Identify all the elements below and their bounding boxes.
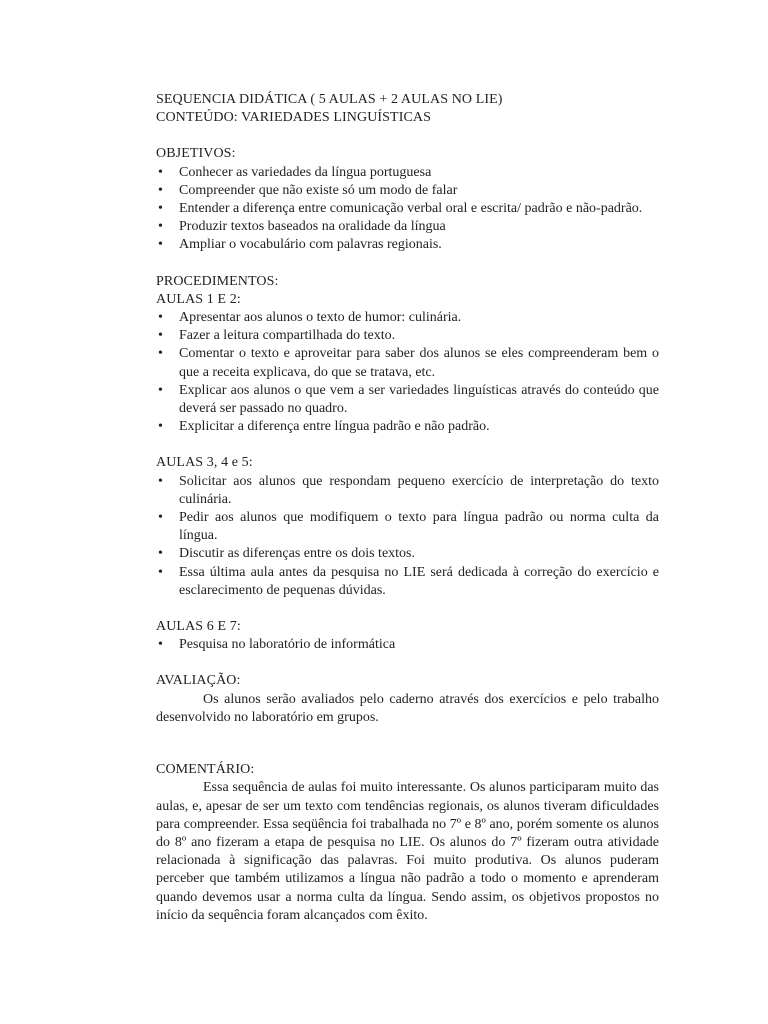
comentario-heading: COMENTÁRIO: xyxy=(156,762,255,778)
list-item xyxy=(156,236,659,254)
list-item xyxy=(156,509,659,545)
list-item-text: Ampliar o vocabulário com palavras regionais. xyxy=(179,237,442,253)
list-item-text: Comentar o texto e aproveitar para saber dos alunos se eles compreenderam bem o que a receita explicava, do que se tratava, etc. xyxy=(179,346,659,380)
bullet-icon: • xyxy=(158,546,163,562)
bullet-icon: • xyxy=(158,346,163,362)
aulas-3-4-5-list xyxy=(156,473,659,600)
list-item xyxy=(156,200,659,218)
objetivos-list xyxy=(156,164,659,255)
list-item xyxy=(156,418,659,436)
bullet-icon: • xyxy=(158,637,163,653)
list-item xyxy=(156,382,659,418)
aulas-1-2-list xyxy=(156,309,659,436)
bullet-icon: • xyxy=(158,419,163,435)
list-item xyxy=(156,564,659,600)
list-item-text: Explicitar a diferença entre língua padrão e não padrão. xyxy=(179,419,490,435)
aulas-6-7-list xyxy=(156,636,659,654)
list-item-text: Entender a diferença entre comunicação verbal oral e escrita/ padrão e não-padrão. xyxy=(179,201,643,217)
bullet-icon: • xyxy=(158,564,163,580)
list-item-text: Fazer a leitura compartilhada do texto. xyxy=(179,328,396,344)
list-item-text: Conhecer as variedades da língua portuguesa xyxy=(179,164,432,180)
list-item xyxy=(156,164,659,182)
bullet-icon: • xyxy=(158,328,163,344)
list-item xyxy=(156,636,659,654)
list-item xyxy=(156,182,659,200)
spacer xyxy=(156,600,659,618)
list-item-text: Compreender que não existe só um modo de falar xyxy=(179,182,458,198)
list-item xyxy=(156,473,659,509)
list-item xyxy=(156,327,659,345)
bullet-icon: • xyxy=(158,164,163,180)
spacer xyxy=(156,436,659,454)
procedimentos-heading: PROCEDIMENTOS: xyxy=(156,273,279,289)
document-body xyxy=(156,91,659,925)
bullet-icon: • xyxy=(158,473,163,489)
list-item-text: Essa última aula antes da pesquisa no LIE será dedicada à correção do exercício e esclarecimento de pequenas dúvidas. xyxy=(179,564,659,598)
spacer xyxy=(156,127,659,145)
aulas-6-7-heading: AULAS 6 E 7: xyxy=(156,619,241,635)
bullet-icon: • xyxy=(158,182,163,198)
content-line: CONTEÚDO: VARIEDADES LINGUÍSTICAS xyxy=(156,110,432,126)
list-item-text: Explicar aos alunos o que vem a ser variedades linguísticas através do conteúdo que deverá ser passado no quadro. xyxy=(179,382,659,417)
bullet-icon: • xyxy=(158,219,163,235)
bullet-icon: • xyxy=(158,201,163,217)
avaliacao-heading: AVALIAÇÃO: xyxy=(156,673,241,689)
list-item xyxy=(156,218,659,236)
bullet-icon: • xyxy=(158,510,163,526)
avaliacao-paragraph: Os alunos serão avaliados pelo caderno através dos exercícios e pelo trabalho desenvolvido no laboratório em grupos. xyxy=(156,691,659,725)
list-item xyxy=(156,345,659,381)
spacer xyxy=(156,727,659,761)
list-item-text: Pedir aos alunos que modifiquem o texto para língua padrão ou norma culta da língua. xyxy=(179,510,659,544)
document-title: SEQUENCIA DIDÁTICA ( 5 AULAS + 2 AULAS NO LIE) xyxy=(156,92,503,107)
list-item-text: Solicitar aos alunos que respondam pequeno exercício de interpretação do texto culinária. xyxy=(179,473,659,507)
bullet-icon: • xyxy=(158,382,163,398)
list-item-text: Apresentar aos alunos o texto de humor: culinária. xyxy=(179,310,462,326)
comentario-paragraph: Essa sequência de aulas foi muito interessante. Os alunos participaram muito das aulas, e, apesar de ser um texto com tendências regionais, os alunos tiveram dificuldades para compreender. Essa seqüência foi trabalhada no 7º e 8º ano, porém somente os alunos do 8º ano fizeram a etapa de pesquisa no LIE. Os alunos do 7º fizeram outra atividade relacionada à significação das palavras. Foi muito produtiva. Os alunos puderam perceber que também utilizamos a língua não padrão a todo o momento e aprenderam quando devemos usar a norma culta da língua. Sendo assim, os objetivos propostos no início da sequência foram alcançados com êxito. xyxy=(156,780,659,923)
aulas-3-4-5-heading: AULAS 3, 4 e 5: xyxy=(156,455,253,471)
list-item-text: Pesquisa no laboratório de informática xyxy=(179,637,396,653)
aulas-1-2-heading: AULAS 1 E 2: xyxy=(156,291,241,307)
list-item xyxy=(156,309,659,327)
list-item-text: Discutir as diferenças entre os dois textos. xyxy=(179,546,415,562)
spacer xyxy=(156,654,659,672)
list-item-text: Produzir textos baseados na oralidade da língua xyxy=(179,219,446,235)
bullet-icon: • xyxy=(158,237,163,253)
list-item xyxy=(156,545,659,563)
objetivos-heading: OBJETIVOS: xyxy=(156,146,236,162)
bullet-icon: • xyxy=(158,310,163,326)
spacer xyxy=(156,255,659,273)
